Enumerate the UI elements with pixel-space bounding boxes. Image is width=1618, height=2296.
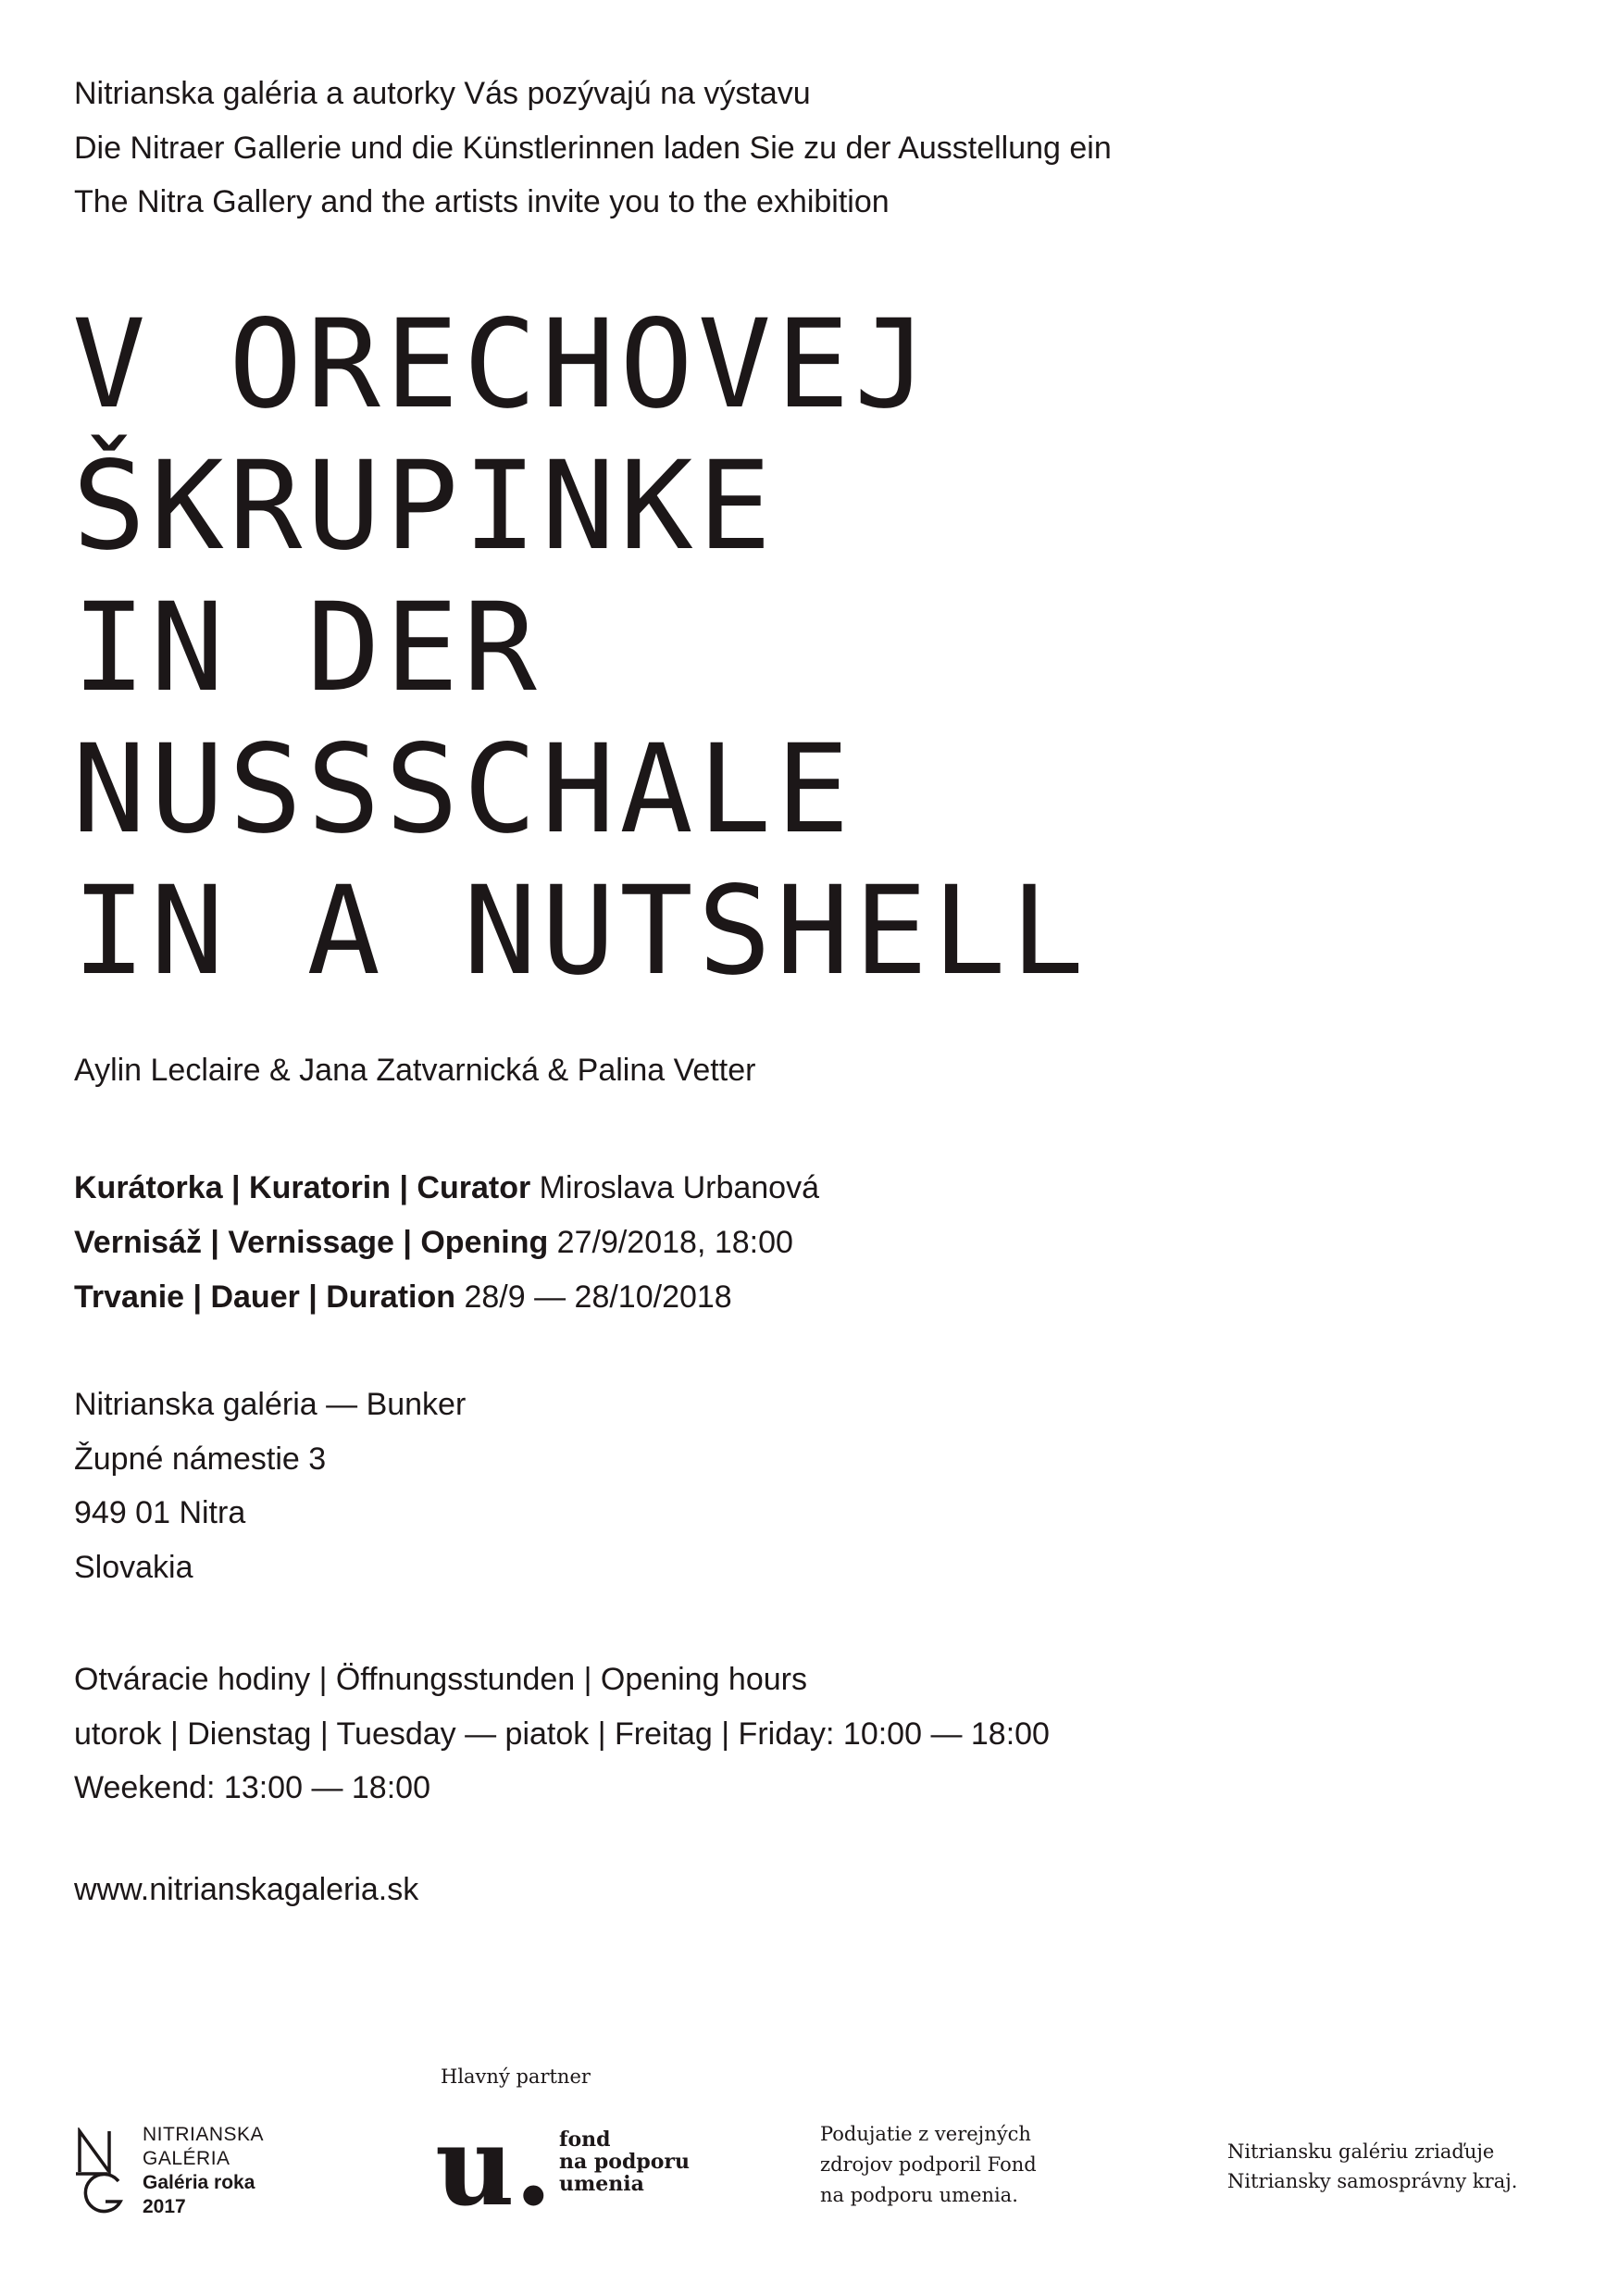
gallery-logo-line: GALÉRIA bbox=[143, 2148, 230, 2169]
gallery-award-line: Galéria roka bbox=[143, 2172, 255, 2193]
founder-note bbox=[1227, 2137, 1517, 2196]
fund-logo-line: na podporu bbox=[559, 2150, 690, 2174]
hours-weekdays: utorok | Dienstag | Tuesday — piatok | Freitag | Friday: 10:00 — 18:00 bbox=[74, 1716, 1050, 1752]
support-note-line: Podujatie z verejných bbox=[820, 2123, 1031, 2145]
title-line: IN DER bbox=[72, 577, 541, 719]
invitation-line-de: Die Nitraer Gallerie und die Künstlerinnen laden Sie zu der Ausstellung ein bbox=[74, 130, 1112, 166]
opening-hours bbox=[74, 1653, 1050, 1816]
duration-line bbox=[74, 1270, 819, 1325]
artists-line: Aylin Leclaire & Jana Zatvarnická & Palina Vetter bbox=[74, 1053, 756, 1088]
curator-value: Miroslava Urbanová bbox=[530, 1170, 819, 1205]
founder-note-line: Nitriansky samosprávny kraj. bbox=[1227, 2170, 1518, 2192]
title-line: V ORECHOVEJ bbox=[72, 293, 933, 436]
curator-line bbox=[74, 1161, 819, 1216]
fund-logo-text bbox=[559, 2128, 690, 2195]
website-link[interactable]: www.nitrianskagaleria.sk bbox=[74, 1872, 419, 1907]
hours-weekend: Weekend: 13:00 — 18:00 bbox=[74, 1770, 430, 1805]
ng-monogram-icon bbox=[74, 2128, 130, 2218]
credits-block bbox=[74, 1161, 819, 1325]
exhibition-title bbox=[72, 294, 1089, 1003]
founder-note-line: Nitriansku galériu zriaďuje bbox=[1227, 2140, 1495, 2163]
hours-heading: Otváracie hodiny | Öffnungsstunden | Opening hours bbox=[74, 1662, 807, 1697]
title-line: IN A NUTSHELL bbox=[72, 860, 1089, 1003]
u-letter-icon: u. bbox=[435, 2102, 553, 2230]
address-line: Nitrianska galéria — Bunker bbox=[74, 1387, 467, 1422]
address-line: 949 01 Nitra bbox=[74, 1495, 246, 1530]
venue-address bbox=[74, 1378, 466, 1594]
fund-logo-line: umenia bbox=[559, 2172, 644, 2196]
support-note bbox=[820, 2119, 1037, 2211]
address-line: Slovakia bbox=[74, 1549, 193, 1585]
gallery-award-year: 2017 bbox=[143, 2196, 186, 2217]
gallery-logo-text bbox=[143, 2123, 264, 2219]
support-note-line: zdrojov podporil Fond bbox=[820, 2153, 1037, 2176]
invitation-line-en: The Nitra Gallery and the artists invite you to the exhibition bbox=[74, 184, 890, 219]
title-line: NUSSSCHALE bbox=[72, 718, 854, 861]
duration-label: Trvanie | Dauer | Duration bbox=[74, 1279, 456, 1315]
title-line: ŠKRUPINKE bbox=[72, 435, 777, 578]
support-note-line: na podporu umenia. bbox=[820, 2184, 1018, 2206]
duration-value: 28/9 — 28/10/2018 bbox=[455, 1279, 732, 1315]
opening-value: 27/9/2018, 18:00 bbox=[548, 1225, 793, 1260]
gallery-logo-line: NITRIANSKA bbox=[143, 2124, 265, 2145]
curator-label: Kurátorka | Kuratorin | Curator bbox=[74, 1170, 531, 1205]
opening-line bbox=[74, 1216, 819, 1270]
invitation-block bbox=[74, 67, 1112, 230]
opening-label: Vernisáž | Vernissage | Opening bbox=[74, 1225, 549, 1260]
fund-logo-line: fond bbox=[559, 2128, 611, 2152]
main-partner-label: Hlavný partner bbox=[441, 2065, 591, 2088]
address-line: Župné námestie 3 bbox=[74, 1441, 327, 1477]
invitation-line-sk: Nitrianska galéria a autorky Vás pozývajú na výstavu bbox=[74, 76, 811, 111]
